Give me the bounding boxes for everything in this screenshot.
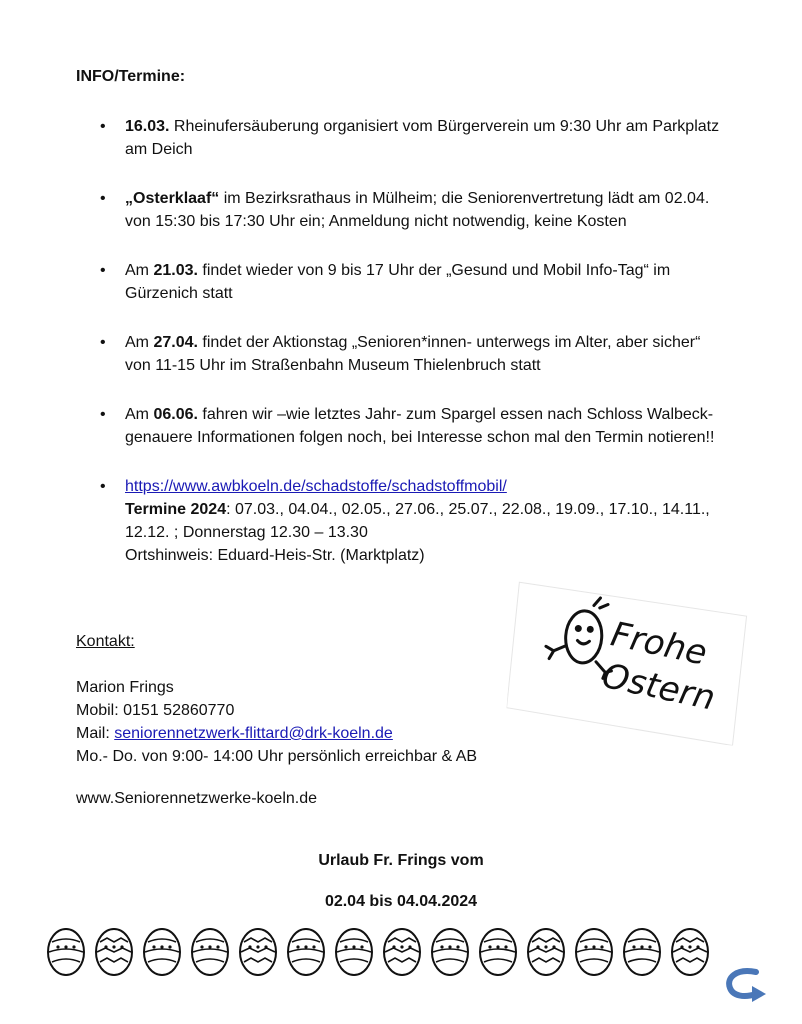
contact-name: Marion Frings [76,679,174,696]
easter-egg-icon [384,929,420,975]
easter-egg-icon [288,929,324,975]
contact-block [76,630,477,768]
item-date: 21.03. [153,262,198,279]
easter-egg-icon [624,929,660,975]
easter-egg-icon [48,929,84,975]
easter-egg-icon [96,929,132,975]
item-text: Rheinufersäuberung organisiert vom Bürgerverein um 9:30 Uhr am Parkplatz am Deich [125,118,720,158]
list-item [100,475,720,567]
item-title: „Osterklaaf“ [125,190,220,207]
contact-title: Kontakt: [76,633,135,650]
easter-egg-icon [336,929,372,975]
item-prefix: Am [125,334,154,351]
section-heading: INFO/Termine: [76,68,186,85]
contact-hours: Mo.- Do. von 9:00- 14:00 Uhr persönlich erreichbar & AB [76,748,478,765]
contact-mobile: Mobil: 0151 52860770 [76,702,235,719]
item-text: findet der Aktionstag „Senioren*innen- unterwegs im Alter, aber sicher“ von 11-15 Uhr im Straßenbahn Museum Thielenbruch statt [125,334,701,374]
contact-mail-line [76,722,477,745]
item-text: fahren wir –wie letztes Jahr- zum Spargel essen nach Schloss Walbeck- genauere Informationen folgen noch, bei Interesse schon mal den Termin notieren!! [125,406,715,446]
easter-egg-icon [672,929,708,975]
contact-mail-label: Mail: [76,725,115,742]
item-prefix: Am [125,262,154,279]
schadstoffmobil-link[interactable]: https://www.awbkoeln.de/schadstoffe/schadstoffmobil/ [125,478,507,495]
item-date: 16.03. [125,118,170,135]
easter-egg-icon [576,929,612,975]
easter-egg-icon [144,929,180,975]
frohe-ostern-graphic [505,580,750,746]
easter-egg-icon [528,929,564,975]
easter-egg-icon [432,929,468,975]
easter-egg-icon [480,929,516,975]
easter-egg-icon [240,929,276,975]
list-item [100,259,720,305]
item-text: im Bezirksrathaus in Mülheim; die Seniorenvertretung lädt am 02.04. von 15:30 bis 17:30 Uhr ein; Anmeldung nicht notwendig, keine Kosten [125,190,710,230]
item-prefix: Am [125,406,154,423]
item-title: Termine 2024 [125,501,227,518]
vacation-line1: Urlaub Fr. Frings vom [318,852,484,869]
item-date: 06.06. [153,406,198,423]
list-item [100,331,720,377]
list-item [100,187,720,233]
item-text: : 07.03., 04.04., 02.05., 27.06., 25.07., 22.08., 19.09., 17.10., 14.11., 12.12. ; Donnerstag 12.30 – 13.30 [125,501,710,541]
vacation-line2: 02.04 bis 04.04.2024 [324,893,478,910]
easter-eggs-border [42,920,762,980]
easter-egg-icon [192,929,228,975]
info-list [100,115,720,567]
website-text: www.Seniorennetzwerke-koeln.de [76,790,318,807]
item-text: findet wieder von 9 bis 17 Uhr der „Gesund und Mobil Info-Tag“ im Gürzenich statt [125,262,671,302]
easter-greeting-line1: Frohe [607,614,711,674]
return-arrow-icon[interactable] [722,966,770,1006]
list-item [100,115,720,161]
list-item [100,403,720,449]
item-date: 27.04. [153,334,198,351]
contact-mail-link[interactable]: seniorennetzwerk-flittard@drk-koeln.de [114,725,393,742]
item-note: Ortshinweis: Eduard-Heis-Str. (Marktplatz) [125,547,425,564]
easter-greeting-line2: Ostern [598,655,719,719]
